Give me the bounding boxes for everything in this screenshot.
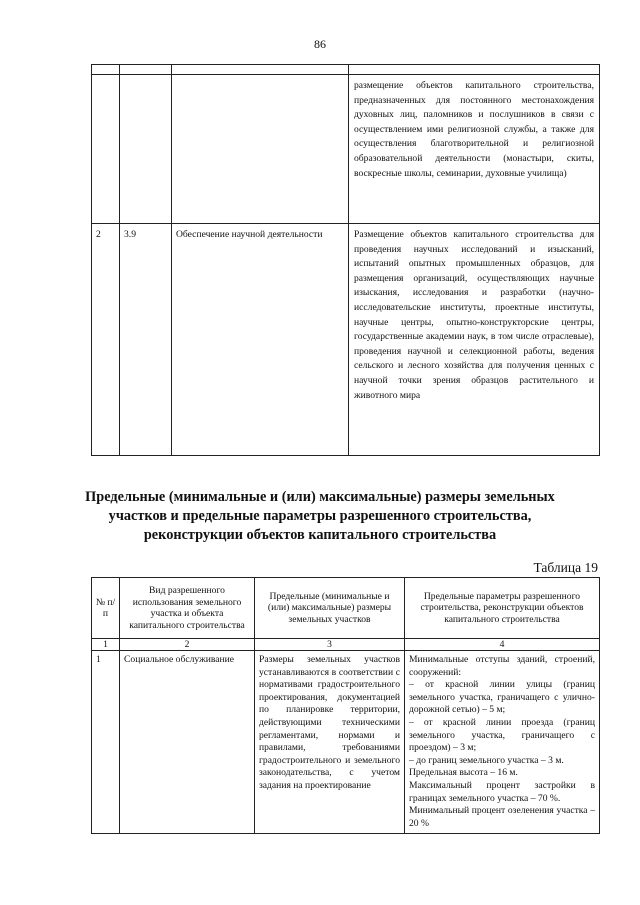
table-number: Таблица 19 bbox=[533, 560, 598, 575]
column-header-sizes: Предельные (минимальные и (или) максимальные) размеры земельных участков bbox=[255, 578, 405, 639]
column-header-use: Вид разрешенного использования земельного участка и объекта капитального строительства bbox=[120, 578, 255, 639]
table-row bbox=[92, 75, 600, 224]
parameter-line: – от красной линии улицы (границ земельного участка, граничащего с улично-дорожной сетью) – 5 м; bbox=[409, 679, 595, 716]
parameter-line: Предельная высота – 16 м. bbox=[409, 767, 518, 779]
parameter-line: – до границ земельного участка – 3 м. bbox=[409, 754, 564, 766]
column-header-params: Предельные параметры разрешенного строительства, реконструкции объектов капитального строительства bbox=[405, 578, 600, 639]
column-header-number: № п/п bbox=[92, 578, 120, 639]
parameters-table bbox=[91, 577, 600, 834]
use-code: 3.9 bbox=[120, 224, 172, 456]
use-name: Социальное обслуживание bbox=[120, 651, 255, 834]
page-number: 86 bbox=[314, 37, 326, 51]
permitted-use-table-continued bbox=[91, 64, 600, 456]
land-plot-sizes: Размеры земельных участков устанавливаются в соответствии с нормативами градостроительного проектирования, документацией по планировке территории, действующими техническими регламентами, нормами и правилами, требованиями градостроительного и земельного законодательства, с учетом задания на проектирование bbox=[255, 651, 405, 834]
column-number: 3 bbox=[255, 639, 405, 651]
column-number: 1 bbox=[92, 639, 120, 651]
use-description: Размещение объектов капитального строительства для проведения научных исследований и изысканий, испытаний опытных промышленных образцов, для размещения организаций, осуществляющих научные изыскания, исследования и разработки (научно-исследовательские институты, проектные институты, научные центры, опытно-конструкторские центры, государственные академии наук, в том числе отраслевые), проведения научной и селекционной работы, ведения сельского и лесного хозяйства для получения ценных с научной точки зрения образцов растительного и животного мира bbox=[349, 224, 600, 456]
construction-parameters bbox=[405, 651, 600, 834]
parameter-line: Максимальный процент застройки в границах земельного участка – 70 %. bbox=[409, 779, 595, 804]
column-number-row bbox=[92, 639, 600, 651]
parameter-line: – от красной линии проезда (границ земельного участка, граничащего с проездом) – 3 м; bbox=[409, 716, 595, 754]
row-number: 2 bbox=[92, 224, 120, 456]
table-row bbox=[92, 651, 600, 834]
table-header-stub bbox=[92, 65, 600, 75]
column-number: 2 bbox=[120, 639, 255, 651]
parameter-line: Минимальный процент озеленения участка – 20 % bbox=[409, 805, 595, 829]
table-row bbox=[92, 224, 600, 456]
use-description: размещение объектов капитального строительства, предназначенных для постоянного местонахождения духовных лиц, паломников и послушников в связи с осуществлением ими религиозной службы, а также для осуществления благотворительной и религиозной образовательной деятельности (монастыри, скиты, воскресные школы, семинарии, духовные училища) bbox=[349, 75, 600, 224]
table-header-row bbox=[92, 578, 600, 639]
row-number: 1 bbox=[92, 651, 120, 834]
parameter-line: Минимальные отступы зданий, строений, сооружений: bbox=[409, 654, 595, 678]
use-name: Обеспечение научной деятельности bbox=[172, 224, 349, 456]
column-number: 4 bbox=[405, 639, 600, 651]
section-heading: Предельные (минимальные и (или) максимальные) размеры земельных участков и предельные параметры разрешенного строительства, реконструкции объектов капитального строительства bbox=[85, 489, 555, 543]
